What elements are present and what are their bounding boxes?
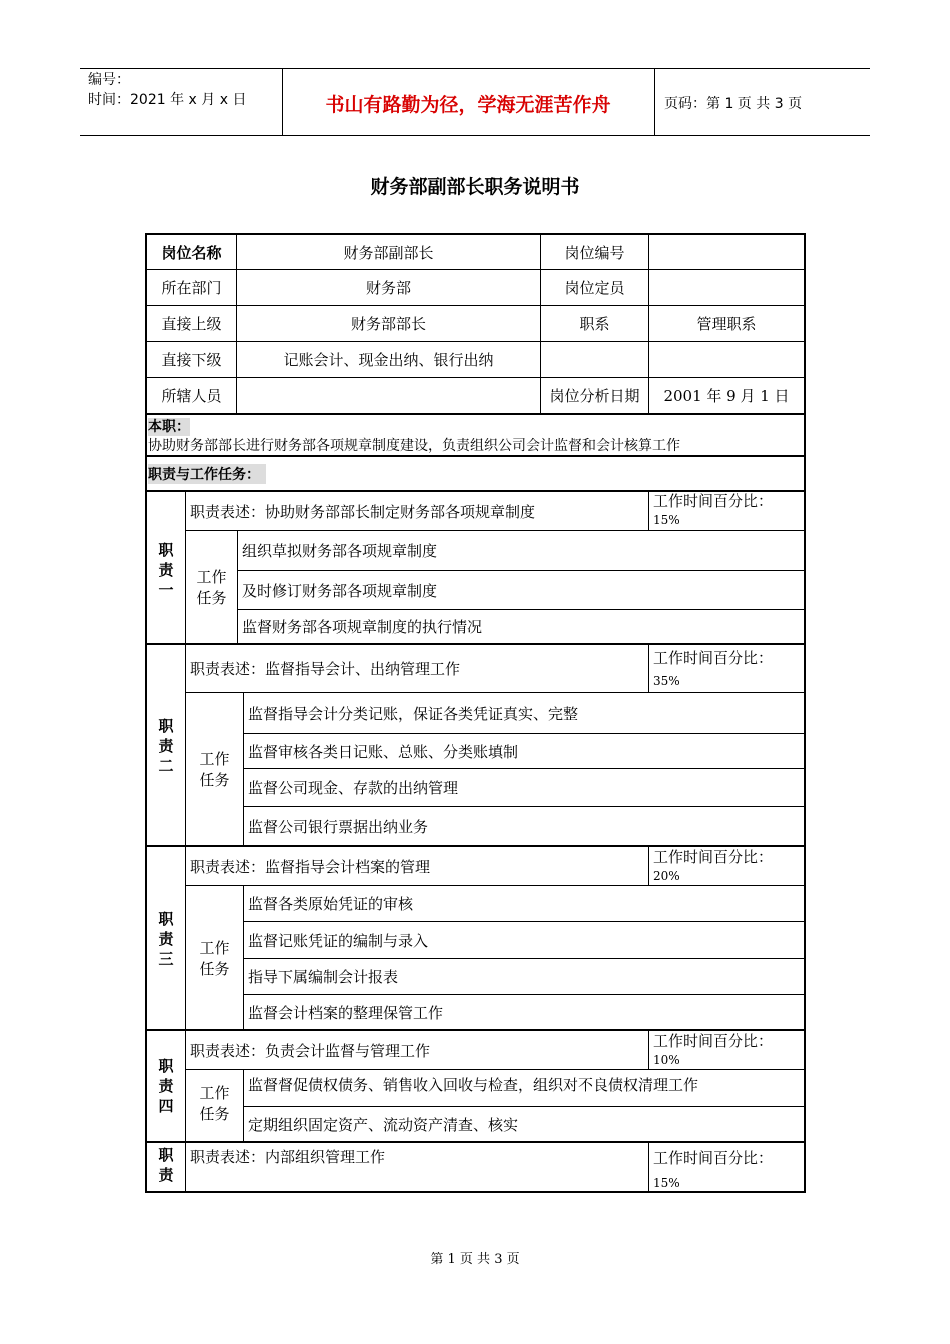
pct-value: 15% bbox=[653, 1176, 680, 1190]
pct-value: 20% bbox=[653, 869, 680, 883]
pct-value: 10% bbox=[653, 1053, 680, 1067]
duty-1-task-label: 工作 任务 bbox=[196, 568, 227, 607]
duty-4-task-1: 监督督促债权债务、销售收入回收与检查，组织对不良债权清理工作 bbox=[248, 1076, 699, 1094]
superior-value: 财务部部长 bbox=[350, 315, 426, 333]
duty-1-desc: 职责表述：协助财务部部长制定财务部各项规章制度 bbox=[190, 502, 536, 521]
duty-4-task-2: 定期组织固定资产、流动资产清查、核实 bbox=[248, 1115, 519, 1134]
duty-3-task-1: 监督各类原始凭证的审核 bbox=[248, 895, 414, 913]
series-label: 职系 bbox=[579, 315, 610, 333]
document-title: 财务部副部长职务说明书 bbox=[370, 176, 580, 198]
duty-3-task-4: 监督会计档案的整理保管工作 bbox=[248, 1003, 444, 1022]
quota-label: 岗位定员 bbox=[564, 279, 625, 297]
duty-3-desc: 职责表述：监督指导会计档案的管理 bbox=[190, 857, 431, 876]
staff-label: 所辖人员 bbox=[161, 387, 222, 405]
duty-3-task-2: 监督记账凭证的编制与录入 bbox=[248, 931, 429, 950]
duty-2-pct bbox=[649, 647, 803, 692]
duty-summary-label: 本职： bbox=[148, 419, 190, 435]
date-value: 2001 年 9 月 1 日 bbox=[663, 387, 790, 405]
duty-1-task-3: 监督财务部各项规章制度的执行情况 bbox=[242, 618, 483, 636]
quota-value bbox=[649, 270, 804, 305]
code-label: 编号： bbox=[88, 72, 130, 88]
page-info: 页码：第 1 页 共 3 页 bbox=[664, 96, 803, 112]
pct-label: 工作时间百分比： bbox=[653, 848, 774, 866]
duty-4-desc: 职责表述：负责会计监督与管理工作 bbox=[190, 1041, 431, 1060]
header-top-rule bbox=[80, 68, 870, 69]
duty-5-pct bbox=[649, 1146, 803, 1195]
post-code-label: 岗位编号 bbox=[564, 243, 625, 262]
duty-1-task-1: 组织草拟财务部各项规章制度 bbox=[242, 542, 438, 560]
duty-3-label: 职 责 三 bbox=[158, 910, 174, 968]
duty-2-task-2: 监督审核各类日记账、总账、分类账填制 bbox=[248, 742, 519, 761]
duty-5-desc: 职责表述：内部组织管理工作 bbox=[190, 1147, 386, 1166]
post-name-label: 岗位名称 bbox=[161, 243, 222, 262]
motto: 书山有路勤为径，学海无涯苦作舟 bbox=[325, 94, 611, 116]
post-code-value bbox=[649, 235, 804, 269]
time-label: 时间：2021 年 x 月 x 日 bbox=[88, 92, 247, 108]
pct-label: 工作时间百分比： bbox=[653, 1032, 774, 1050]
duty-3-task-3: 指导下属编制会计报表 bbox=[248, 968, 399, 986]
duty-1-task-2: 及时修订财务部各项规章制度 bbox=[242, 581, 438, 600]
pct-label: 工作时间百分比： bbox=[653, 1149, 774, 1167]
post-name-value: 财务部副部长 bbox=[343, 243, 434, 262]
duty-1-label: 职 责 一 bbox=[158, 541, 174, 599]
staff-value bbox=[237, 378, 540, 413]
pct-value: 35% bbox=[653, 674, 680, 688]
duty-4-label: 职 责 四 bbox=[158, 1057, 174, 1115]
duties-header: 职责与工作任务： bbox=[148, 464, 266, 484]
header-divider bbox=[654, 68, 655, 136]
duty-2-label: 职 责 二 bbox=[158, 717, 174, 775]
series-value: 管理职系 bbox=[696, 315, 757, 333]
duty-summary-text: 协助财务部部长进行财务部各项规章制度建设，负责组织公司会计监督和会计核算工作 bbox=[148, 438, 680, 454]
subordinate-label: 直接下级 bbox=[161, 351, 222, 369]
superior-label: 直接上级 bbox=[161, 315, 222, 333]
duty-1-pct bbox=[649, 492, 803, 529]
pct-label: 工作时间百分比： bbox=[653, 649, 774, 667]
duty-2-task-3: 监督公司现金、存款的出纳管理 bbox=[248, 779, 459, 797]
pct-value: 15% bbox=[653, 513, 680, 527]
duty-2-task-label: 工作 任务 bbox=[199, 750, 230, 789]
date-label: 岗位分析日期 bbox=[549, 387, 640, 405]
duty-4-pct bbox=[649, 1032, 803, 1069]
page-footer: 第 1 页 共 3 页 bbox=[430, 1252, 520, 1267]
dept-value: 财务部 bbox=[365, 279, 411, 297]
header-meta bbox=[88, 70, 246, 110]
pct-label: 工作时间百分比： bbox=[653, 492, 774, 510]
duty-2-desc: 职责表述：监督指导会计、出纳管理工作 bbox=[190, 660, 461, 678]
job-description-table bbox=[145, 233, 806, 1193]
duty-5-label: 职 责 bbox=[158, 1146, 174, 1184]
dept-label: 所在部门 bbox=[161, 279, 222, 297]
duty-2-task-1: 监督指导会计分类记账，保证各类凭证真实、完整 bbox=[248, 704, 579, 723]
header-bottom-rule bbox=[80, 135, 870, 136]
duty-4-task-label: 工作 任务 bbox=[199, 1084, 230, 1123]
duty-2-task-4: 监督公司银行票据出纳业务 bbox=[248, 817, 429, 836]
subordinate-value: 记账会计、现金出纳、银行出纳 bbox=[283, 351, 494, 369]
duty-summary bbox=[148, 416, 802, 456]
duty-3-task-label: 工作 任务 bbox=[199, 939, 230, 978]
duty-3-pct bbox=[649, 848, 803, 885]
